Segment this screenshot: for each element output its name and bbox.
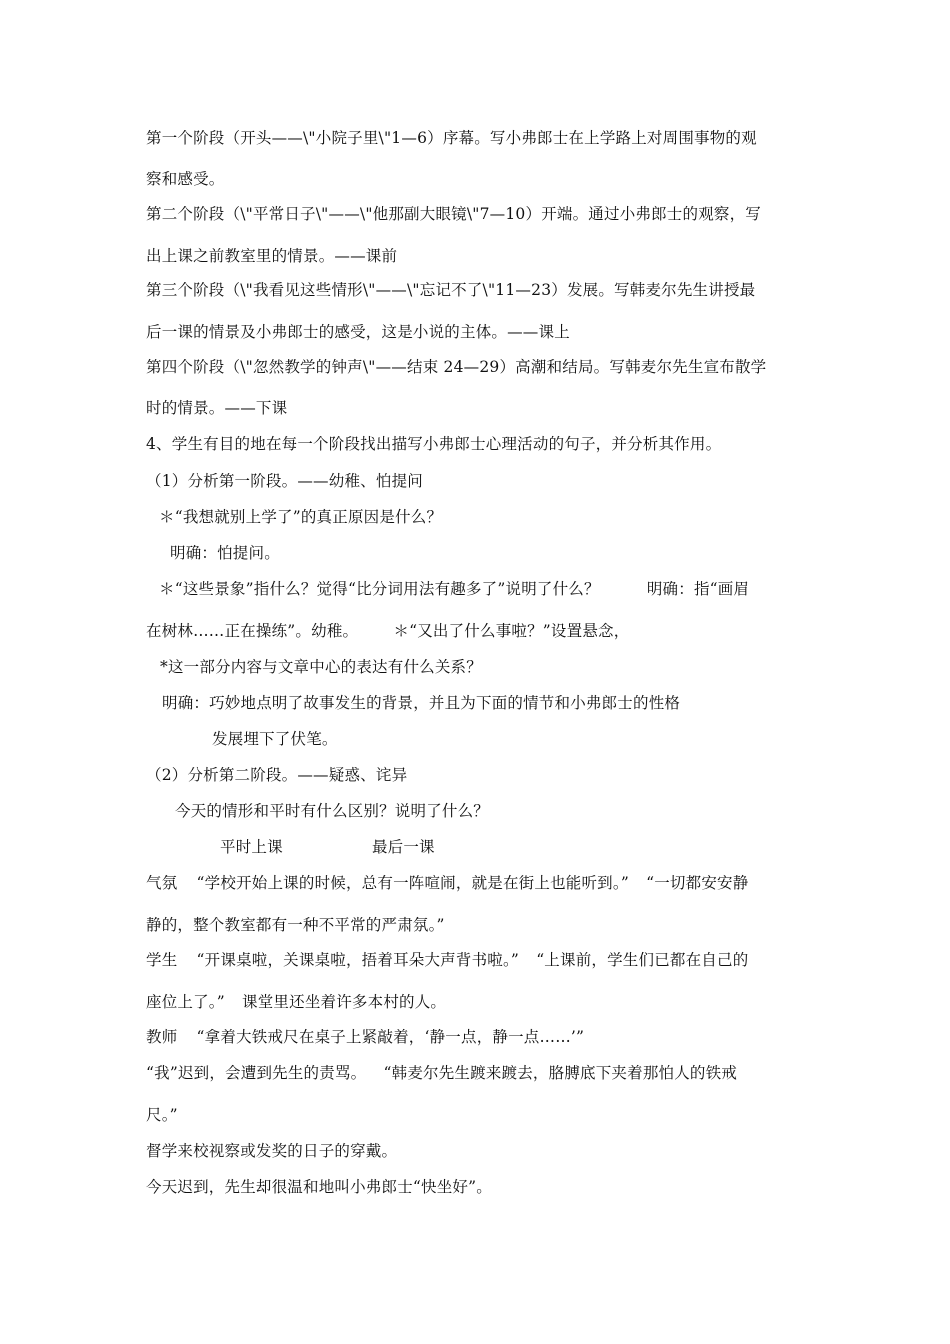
paragraph-stage-4 bbox=[146, 357, 766, 377]
column-header-usual: 平时上课 bbox=[220, 838, 283, 856]
text-line: “韩麦尔先生踱来踱去，胳膊底下夹着那怕人的铁戒 bbox=[383, 1064, 738, 1082]
text-line: 明确：怕提问。 bbox=[170, 544, 280, 562]
question-4 bbox=[160, 657, 482, 677]
text-line: 出上课之前教室里的情景。——课前 bbox=[146, 247, 398, 265]
text-line: 察和感受。 bbox=[146, 170, 225, 188]
paragraph-stage-3 bbox=[146, 280, 755, 300]
row-students-cont bbox=[146, 992, 446, 1012]
paragraph-stage-2-cont bbox=[146, 246, 397, 266]
answer-4-cont bbox=[212, 729, 338, 749]
question-1 bbox=[159, 507, 442, 527]
analysis-1-heading bbox=[146, 471, 423, 491]
answer-4 bbox=[162, 693, 680, 713]
text-line: 发展埋下了伏笔。 bbox=[212, 730, 338, 748]
text-line: “一切都安安静 bbox=[646, 874, 749, 892]
comparison-header bbox=[220, 837, 435, 857]
text-line: “拿着大铁戒尺在桌子上紧敲着，‘静一点，静一点……’” bbox=[196, 1028, 585, 1046]
text-line: 第三个阶段（\"我看见这些情形\"——\"忘记不了\"11—23）发展。写韩麦尔先生讲授最 bbox=[146, 281, 756, 299]
text-line: 今天迟到，先生却很温和地叫小弗郎士“快坐好”。 bbox=[146, 1178, 492, 1196]
row-label: 教师 bbox=[146, 1028, 178, 1046]
text-line: 座位上了。” bbox=[146, 993, 225, 1011]
paragraph-stage-3-cont bbox=[146, 322, 570, 342]
paragraph-stage-4-cont bbox=[146, 398, 287, 418]
row-label: 学生 bbox=[146, 951, 178, 969]
column-header-last: 最后一课 bbox=[371, 838, 435, 856]
text-line: （2）分析第二阶段。——疑惑、诧异 bbox=[146, 766, 408, 784]
text-line: 静的，整个教室都有一种不平常的严肃氛。” bbox=[146, 916, 445, 934]
text-line: 课堂里还坐着许多本村的人。 bbox=[242, 993, 447, 1011]
text-line: ＊“这些景象”指什么？觉得“比分词用法有趣多了”说明了什么？ bbox=[159, 580, 600, 598]
text-line: *这一部分内容与文章中心的表达有什么关系？ bbox=[160, 658, 482, 676]
text-line: 4、学生有目的地在每一个阶段找出描写小弗郎士心理活动的句子，并分析其作用。 bbox=[146, 435, 722, 453]
text-line: 时的情景。——下课 bbox=[146, 399, 288, 417]
row-teacher-2 bbox=[146, 1063, 737, 1083]
question-2 bbox=[159, 579, 749, 599]
paragraph-stage-1 bbox=[146, 128, 757, 148]
row-atmosphere-cont bbox=[146, 915, 445, 935]
question-3: ＊“又出了什么事啦？”设置悬念， bbox=[393, 622, 630, 640]
text-line: 后一课的情景及小弗郎士的感受，这是小说的主体。——课上 bbox=[146, 323, 570, 341]
text-line: 督学来校视察或发奖的日子的穿戴。 bbox=[146, 1142, 398, 1160]
text-line: “我”迟到，会遭到先生的责骂。 bbox=[146, 1064, 367, 1082]
analysis-2-heading bbox=[146, 765, 407, 785]
text-line: 第二个阶段（\"平常日子\"——\"他那副大眼镜\"7—10）开端。通过小弗郎士的观察，写 bbox=[146, 205, 761, 223]
row-teacher bbox=[146, 1027, 584, 1047]
answer-1 bbox=[170, 543, 280, 563]
text-line: 第一个阶段（开头——\"小院子里\"1—6）序幕。写小弗郎士在上学路上对周围事物的观 bbox=[146, 129, 757, 147]
row-students bbox=[146, 950, 748, 970]
answer-2-cont bbox=[146, 621, 629, 641]
task-4-heading bbox=[146, 434, 721, 454]
text-line: “开课桌啦，关课桌啦，捂着耳朵大声背书啦。” bbox=[196, 951, 520, 969]
text-line: 在树林……正在操练”。幼稚。 bbox=[146, 622, 359, 640]
text-line: ＊“我想就别上学了”的真正原因是什么？ bbox=[159, 508, 443, 526]
text-line: （1）分析第一阶段。——幼稚、怕提问 bbox=[146, 472, 423, 490]
question-5 bbox=[175, 801, 489, 821]
text-line: “上课前，学生们已都在自己的 bbox=[536, 951, 749, 969]
text-line: “学校开始上课的时候，总有一阵喧闹，就是在街上也能听到。” bbox=[196, 874, 629, 892]
text-line: 明确：巧妙地点明了故事发生的背景，并且为下面的情节和小弗郎士的性格 bbox=[162, 694, 681, 712]
row-atmosphere bbox=[146, 873, 748, 893]
text-line: 尺。” bbox=[146, 1106, 178, 1124]
row-teacher-4 bbox=[146, 1177, 492, 1197]
text-line: 今天的情形和平时有什么区别？说明了什么？ bbox=[175, 802, 490, 820]
row-teacher-2-cont bbox=[146, 1105, 178, 1125]
answer-2: 明确：指“画眉 bbox=[646, 580, 750, 598]
text-line: 第四个阶段（\"忽然教学的钟声\"——结束 24—29）高潮和结局。写韩麦尔先生宣布散学 bbox=[146, 358, 767, 376]
paragraph-stage-1-cont bbox=[146, 169, 225, 189]
paragraph-stage-2 bbox=[146, 204, 761, 224]
row-teacher-3 bbox=[146, 1141, 397, 1161]
row-label: 气氛 bbox=[146, 874, 178, 892]
